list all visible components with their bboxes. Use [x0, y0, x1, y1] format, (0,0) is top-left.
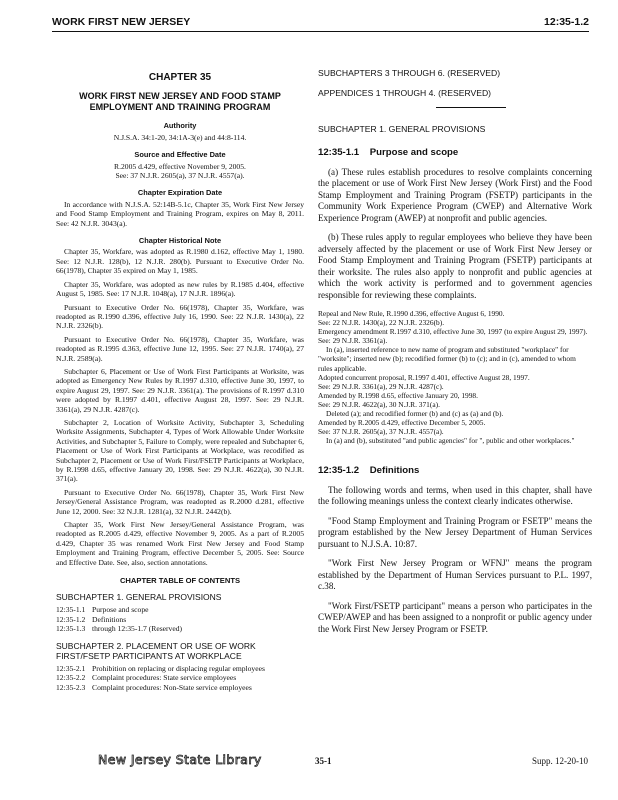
- history-notes: [318, 309, 592, 445]
- definition-fsetp: "Food Stamp Employment and Training Program or FSETP" means the program established by the New Jersey Department of Human Services pursuant to N.J.S.A. 10:87.: [318, 515, 592, 549]
- history-paragraph: Pursuant to Executive Order No. 66(1978), Chapter 35, Workfare, was readopted as R.1995 d.363, effective June 12, 1995. See: 27 N.J.R. 1740(a), 27 N.J.R. 2589(a).: [56, 334, 304, 363]
- history-paragraph: Pursuant to Executive Order No. 66(1978), Chapter 35, Work First New Jersey/General Assistance Program, was readopted as R.2000 d.281, effective June 12, 2000. See: 32 N.J.R. 1281(a), 32 N.J.R. 2442(b).: [56, 487, 304, 516]
- section-number: 12:35-1.2: [318, 465, 360, 477]
- history-note: Adopted concurrent proposal, R.1997 d.401, effective August 28, 1997.: [318, 372, 530, 382]
- history-note: Deleted (a); and recodified former (b) and (c) as (a) and (b).: [326, 409, 504, 419]
- authority-heading: Authority: [163, 121, 197, 131]
- section-title: Definitions: [369, 465, 420, 477]
- authority-text: N.J.S.A. 34:1-20, 34:1A-3(e) and 44:8-114.: [113, 132, 247, 142]
- definitions-intro: The following words and terms, when used in this chapter, shall have the following meanings unless the context clearly indicates otherwise.: [318, 484, 592, 507]
- toc-entry-title: Prohibition on replacing or displacing regular employees: [92, 663, 265, 673]
- toc-entry-number: 12:35-2.1: [56, 663, 86, 673]
- history-heading: Chapter Historical Note: [138, 236, 222, 246]
- library-stamp: New Jersey State Library: [98, 752, 262, 767]
- expiration-text: In accordance with N.J.S.A. 52:14B-5.1c, Chapter 35, Work First New Jersey and Food Stamp Employment and Training Program, expires on May 8, 2011. See: 42 N.J.R. 3043(a).: [56, 199, 304, 228]
- toc-entry[interactable]: [56, 673, 304, 682]
- history-note: In (a), inserted reference to new name of program and substituted "workplace" for "worksite"; inserted new (b); recodified former (b) to (c); and in (c), amended to whom rules applicable.: [318, 345, 576, 373]
- page-footer: [0, 752, 618, 774]
- right-column: [318, 68, 592, 643]
- toc-entry-number: 12:35-1.1: [56, 605, 86, 615]
- supplement-date: Supp. 12-20-10: [532, 756, 588, 766]
- section-heading-1-1: [318, 147, 592, 159]
- history-paragraph: Chapter 35, Workfare, was adopted as new rules by R.1985 d.404, effective August 5, 1985. See: 17 N.J.R. 1048(a), 17 N.J.R. 1896(a).: [56, 279, 304, 299]
- subchapter-heading: SUBCHAPTER 1. GENERAL PROVISIONS: [318, 124, 486, 134]
- source-heading: Source and Effective Date: [134, 150, 226, 160]
- toc-entry[interactable]: [56, 664, 304, 673]
- history-note: See: 37 N.J.R. 2605(a), 37 N.J.R. 4557(a).: [318, 427, 444, 437]
- toc-subchapter-2: SUBCHAPTER 2. PLACEMENT OR USE OF WORK FIRST/FSETP PARTICIPANTS AT WORKPLACE: [56, 640, 256, 661]
- history-paragraph: Chapter 35, Work First New Jersey/General Assistance Program, was readopted as R.2005 d.429, effective November 9, 2005. As a part of R.2005 d.429, Chapter 35 was renamed Work First New Jersey and Food Stamp Employment and Training Program, effective December 5, 2005. See: Source and Effective Date. See, also, section annotations.: [56, 520, 304, 567]
- reserved-subchapters: SUBCHAPTERS 3 THROUGH 6. (RESERVED): [318, 68, 501, 78]
- toc-entry-number: 12:35-2.2: [56, 673, 86, 683]
- section-paragraph-b: (b) These rules apply to regular employees who believe they have been adversely affected by the placement or use of Work First New Jersey or Food Stamp Employment and Training Program (FSETP) participants at their worksite. The rules also apply to nonprofit and public agencies at which the work activity is performed and to government agencies responsible for reviewing these complaints.: [318, 232, 592, 300]
- toc-subchapter-1: SUBCHAPTER 1. GENERAL PROVISIONS: [56, 592, 222, 603]
- section-title: Purpose and scope: [369, 147, 459, 158]
- history-note: See: 29 N.J.R. 3361(a), 29 N.J.R. 4287(c).: [318, 381, 444, 391]
- section-paragraph-a: (a) These rules establish procedures to resolve complaints concerning the placement or use of Work First New Jersey (Work First) and the Food Stamp Employment and Training Program (FSETP) participants in the Community Work Experience Program (CWEP) and Alternative Work Experience Program (AWEP) at nonprofit and public agencies.: [318, 166, 592, 223]
- history-note: See: 29 N.J.R. 3361(a).: [318, 336, 388, 346]
- running-head: [52, 14, 589, 32]
- toc-entry-title: through 12:35-1.7 (Reserved): [92, 624, 183, 634]
- divider-rule: [436, 107, 506, 108]
- running-head-section: 12:35-1.2: [544, 16, 589, 28]
- section-number: 12:35-1.1: [318, 147, 360, 158]
- left-column: [56, 66, 304, 692]
- section-heading-1-2: [318, 465, 592, 477]
- history-note: Repeal and New Rule, R.1990 d.396, effective August 6, 1990.: [318, 309, 505, 318]
- history-note: Emergency amendment R.1997 d.310, effective June 30, 1997 (to expire August 29, 1997).: [318, 327, 588, 337]
- history-paragraph: Chapter 35, Workfare, was adopted as R.1980 d.162, effective May 1, 1980. See: 12 N.J.R. 128(b), 12 N.J.R. 280(b). Pursuant to Executive Order No. 66(1978), Chapter 35 expired on May 1, 1985.: [56, 247, 304, 276]
- toc-entry-number: 12:35-1.3: [56, 624, 86, 634]
- toc-entry-number: 12:35-1.2: [56, 614, 86, 624]
- history-note: See: 22 N.J.R. 1430(a), 22 N.J.R. 2326(b).: [318, 318, 445, 328]
- page-number: 35-1: [315, 756, 332, 766]
- source-line: R.2005 d.429, effective November 9, 2005.: [114, 161, 246, 171]
- toc-entry[interactable]: [56, 605, 304, 614]
- history-note: See: 29 N.J.R. 4622(a), 30 N.J.R. 371(a).: [318, 399, 440, 409]
- source-line: See: 37 N.J.R. 2605(a), 37 N.J.R. 4557(a).: [115, 171, 245, 181]
- history-note: Amended by R.1998 d.65, effective January 20, 1998.: [318, 390, 478, 400]
- toc-heading: CHAPTER TABLE OF CONTENTS: [119, 576, 241, 586]
- definition-wfnj: "Work First New Jersey Program or WFNJ" means the program established by the Department of Human Services pursuant to P.L. 1997, c.38.: [318, 558, 592, 592]
- history-note: Amended by R.2005 d.429, effective December 5, 2005.: [318, 418, 486, 428]
- expiration-heading: Chapter Expiration Date: [137, 188, 223, 198]
- reserved-appendices: APPENDICES 1 THROUGH 4. (RESERVED): [318, 88, 492, 98]
- definition-participant: "Work First/FSETP participant" means a person who participates in the CWEP/AWEP and has been assigned to a nonprofit or public agency under the Work First New Jersey Program or FSETP.: [318, 600, 592, 634]
- running-head-title: WORK FIRST NEW JERSEY: [52, 16, 191, 28]
- toc-entry-number: 12:35-2.3: [56, 682, 86, 692]
- toc-entry-title: Complaint procedures: State service employees: [92, 673, 237, 683]
- chapter-number: CHAPTER 35: [148, 72, 212, 83]
- toc-entry-title: Complaint procedures: Non-State service employees: [92, 682, 252, 692]
- history-paragraph: Pursuant to Executive Order No. 66(1978), Chapter 35, Workfare, was readopted as R.1990 d.396, effective July 16, 1990. See: 22 N.J.R. 1430(a), 22 N.J.R. 2326(b).: [56, 302, 304, 331]
- toc-entry[interactable]: [56, 624, 304, 633]
- history-paragraph: Subchapter 2, Location of Worksite Activity, Subchapter 3, Scheduling Worksite Assignments, Subchapter 4, Types of Work Allowable Under Worksite Activities, and Subchapter 5, Failure to Comply, were repealed and Subchapter 6, Placement or Use of Work First Participants at Workplace, was recodified as Subchapter 2, Placement or Use of Work First/FSETP Participants at Workplace, by R.1998 d.65, effective January 20, 1998. See: 29 N.J.R. 4622(a), 30 N.J.R. 371(a).: [56, 417, 304, 484]
- toc-entry[interactable]: [56, 615, 304, 624]
- history-paragraph: Subchapter 6, Placement or Use of Work First Participants at Worksite, was adopted as Emergency New Rules by R.1997 d.310, effective June 30, 1997, to expire August 29, 1997. See: 29 N.J.R. 3361(a). The provisions of R.1997 d.310 were adopted by R.1997 d.401, effective August 28, 1997. See: 29 N.J.R. 3361(a), 29 N.J.R. 4287(c).: [56, 366, 304, 414]
- toc-entry-title: Purpose and scope: [92, 605, 149, 615]
- toc-entry-title: Definitions: [92, 614, 127, 624]
- history-note: In (a) and (b), substituted "and public agencies" for ", public and other workplaces.": [326, 436, 575, 446]
- chapter-title: WORK FIRST NEW JERSEY AND FOOD STAMP EMPLOYMENT AND TRAINING PROGRAM: [79, 91, 281, 113]
- toc-entry[interactable]: [56, 683, 304, 692]
